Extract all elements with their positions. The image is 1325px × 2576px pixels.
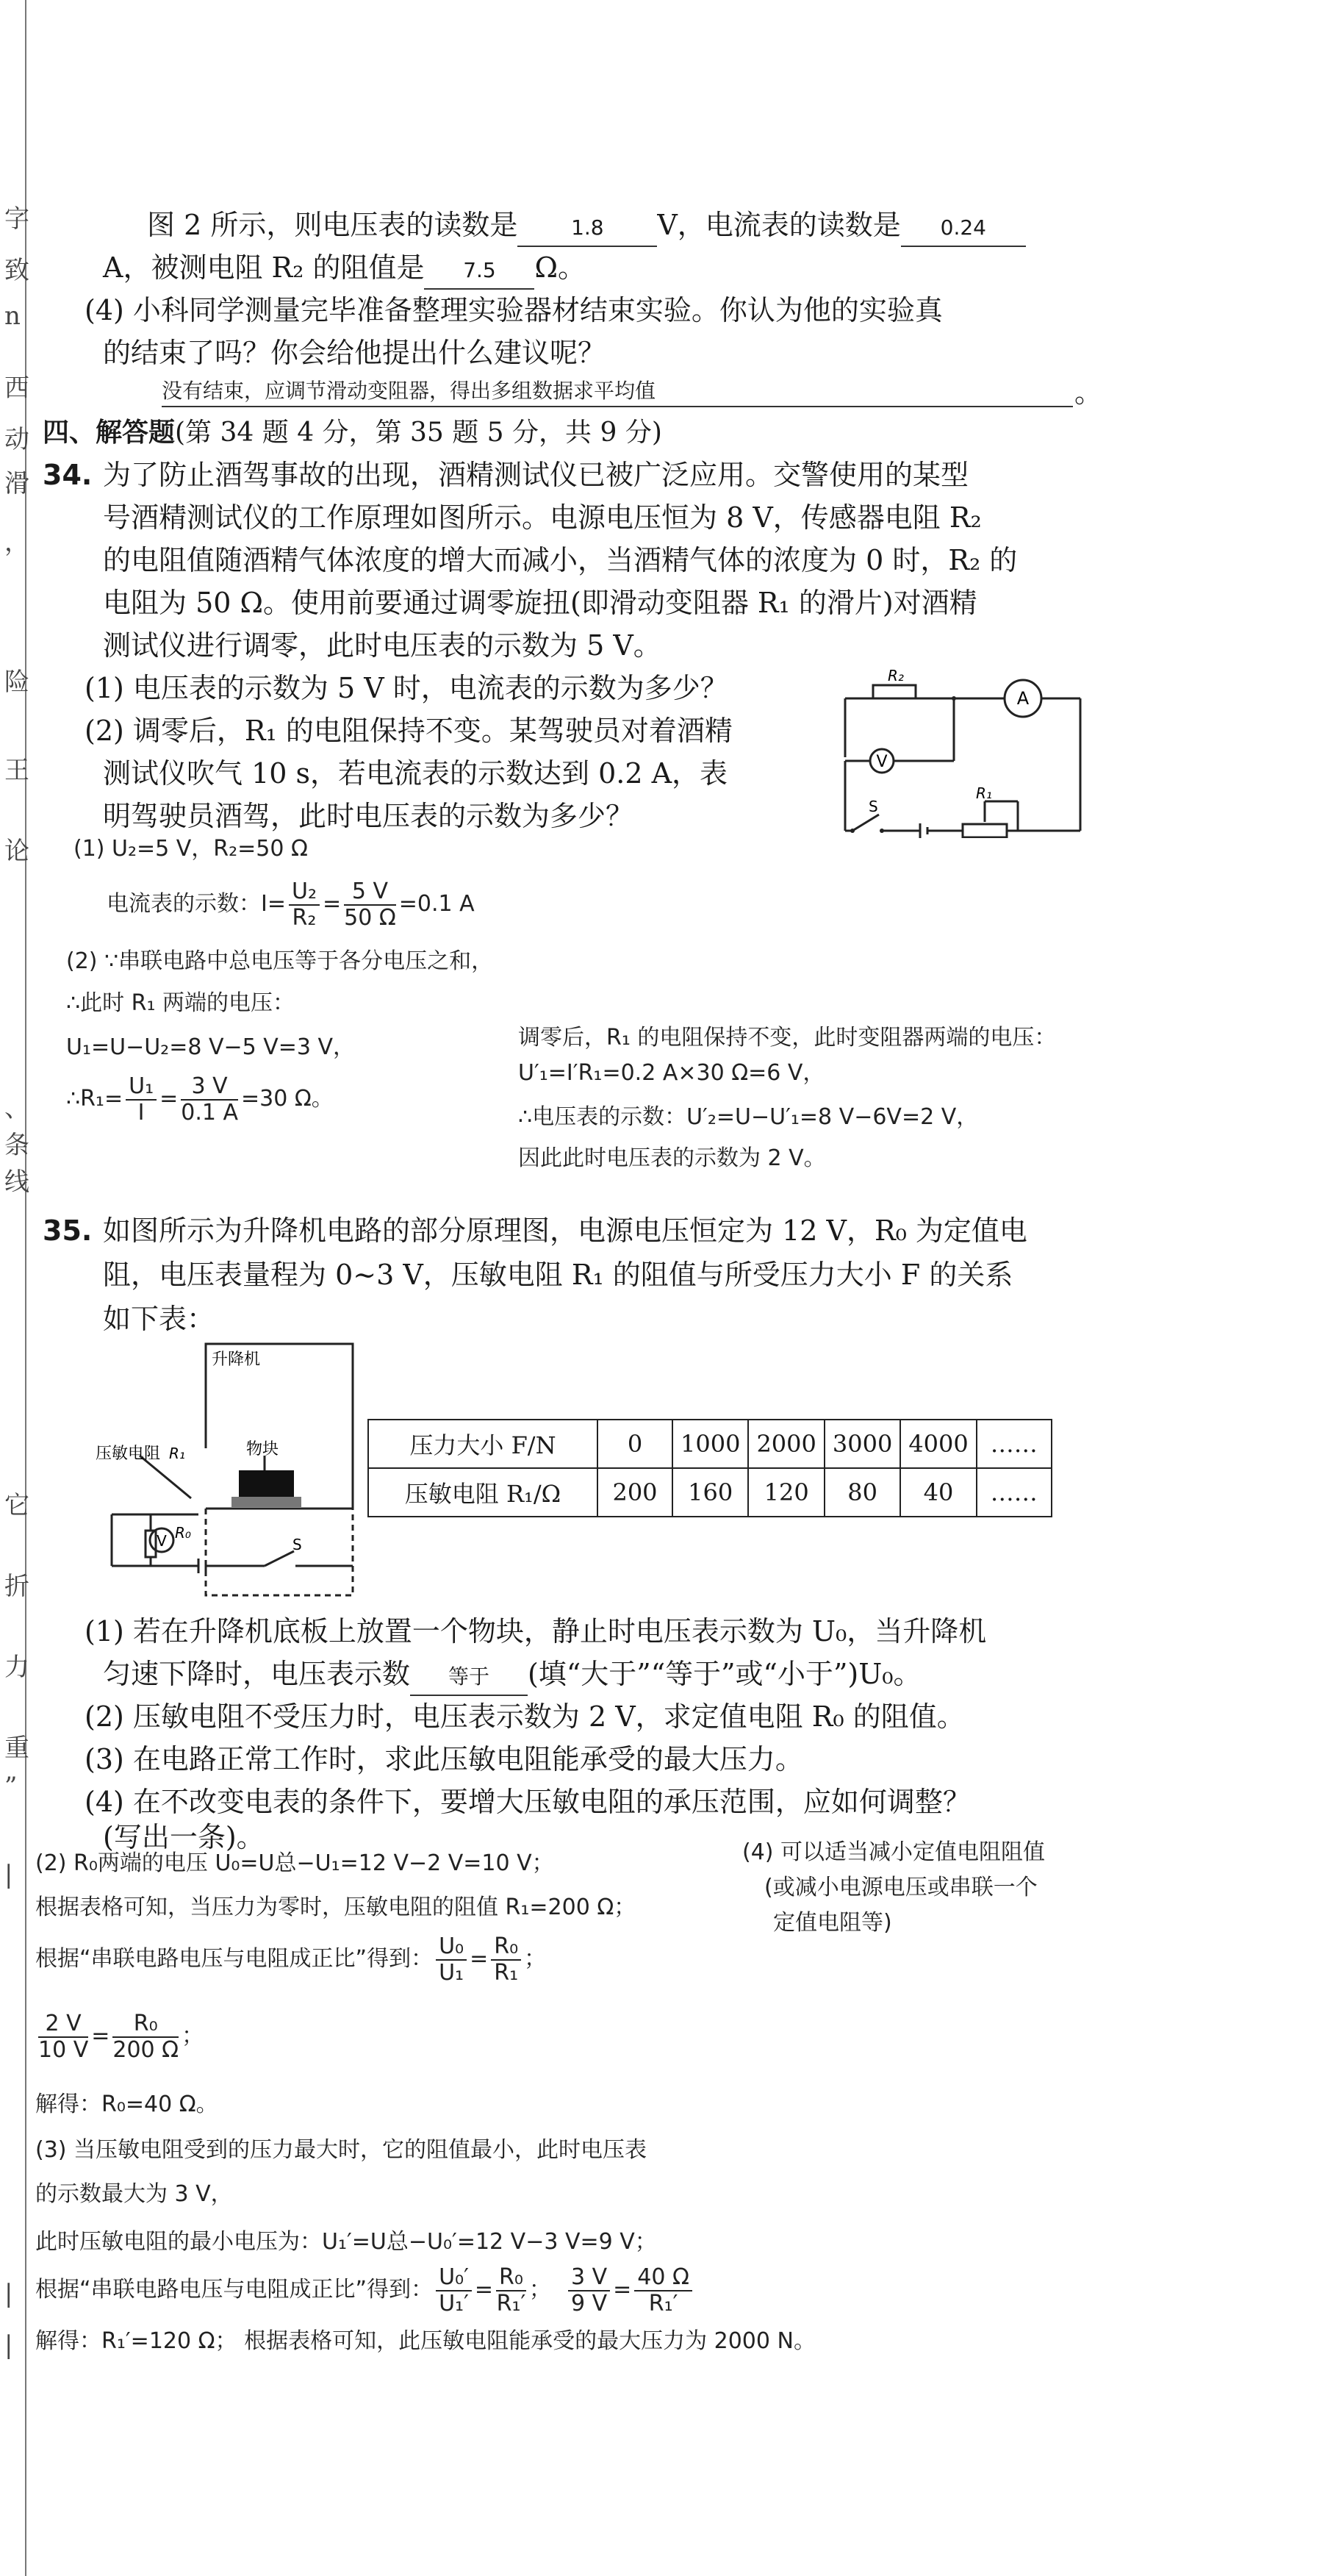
frac-den: 50 Ω bbox=[344, 904, 396, 931]
q34-stem-line: 的电阻值随酒精气体浓度的增大而减小，当酒精气体的浓度为 0 时，R₂ 的 bbox=[103, 544, 1018, 576]
q33-line1-text: 图 2 所示，则电压表的读数是 bbox=[147, 209, 518, 241]
q34-ans2-right-l2: U′₁=I′R₁=0.2 A×30 Ω=6 V， bbox=[518, 1060, 825, 1086]
table-cell: 120 bbox=[748, 1468, 824, 1517]
frac bbox=[436, 1934, 467, 1986]
r1-rheostat bbox=[963, 824, 1007, 837]
q35-sub3: (3) 在电路正常工作时，求此压敏电阻能承受的最大压力。 bbox=[85, 1743, 803, 1775]
q34-ans1-given: (1) U₂=5 V，R₂=50 Ω bbox=[73, 836, 308, 862]
current-answer: 0.24 bbox=[901, 210, 1026, 247]
elevator-base-dashed bbox=[206, 1509, 353, 1595]
margin-char: 动 bbox=[4, 425, 29, 454]
table-cell: …… bbox=[977, 1468, 1052, 1517]
margin-char: | bbox=[4, 2330, 13, 2360]
q34-stem-line: 为了防止酒驾事故的出现，酒精测试仪已被广泛应用。交警使用的某型 bbox=[103, 459, 969, 491]
voltage-answer: 1.8 bbox=[517, 210, 657, 247]
section-4-header bbox=[43, 415, 662, 451]
q33-line2-post: Ω。 bbox=[534, 251, 586, 284]
ans1-result: =0.1 A bbox=[398, 891, 475, 917]
margin-char: 条 bbox=[4, 1131, 29, 1160]
frac-den: R₁′ bbox=[648, 2290, 678, 2316]
q34-stem-line: 号酒精测试仪的工作原理如图所示。电源电压恒为 8 V，传感器电阻 R₂ bbox=[103, 501, 982, 534]
q35-ans3-l4-pre: 根据“串联电路电压与电阻成正比”得到： bbox=[35, 2277, 434, 2303]
frac-num: R₀ bbox=[496, 2265, 526, 2291]
frac-den: 200 Ω bbox=[112, 2036, 179, 2063]
q33-part4-answer: 没有结束，应调节滑动变阻器，得出多组数据求平均值 bbox=[162, 379, 656, 403]
q33-part4-period: 。 bbox=[1074, 376, 1103, 409]
frac bbox=[38, 2011, 88, 2063]
table-cell: 1000 bbox=[672, 1420, 748, 1468]
section-4-title: 四、解答题 bbox=[43, 418, 176, 448]
q33-part4-line1: (4) 小科同学测量完毕准备整理实验器材结束实验。你认为他的实验真 bbox=[85, 294, 943, 326]
q35-ans2-l2: 根据表格可知，当压力为零时，压敏电阻的阻值 R₁=200 Ω； bbox=[35, 1895, 636, 1920]
margin-char: 重 bbox=[4, 1734, 29, 1763]
ans1-frac-values bbox=[344, 879, 396, 931]
r2-resistor bbox=[873, 685, 916, 698]
resistance-answer: 7.5 bbox=[424, 253, 534, 290]
section-4-note: (第 34 题 4 分，第 35 题 5 分，共 9 分) bbox=[175, 418, 662, 448]
q35-ans3-l1: (3) 当压敏电阻受到的压力最大时，它的阻值最小，此时电压表 bbox=[35, 2137, 647, 2163]
margin-char: ” bbox=[4, 1772, 18, 1801]
voltmeter-label: V bbox=[876, 753, 888, 771]
q34-ans2-right-l3: ∴电压表的示数：U′₂=U−U′₁=8 V−6V=2 V， bbox=[518, 1104, 979, 1130]
margin-char: 滑 bbox=[4, 469, 29, 498]
q34-number: 34. bbox=[43, 459, 93, 491]
frac-num: U₀′ bbox=[436, 2265, 472, 2291]
margin-char: 王 bbox=[4, 756, 29, 785]
q34-circuit-diagram bbox=[830, 662, 1095, 838]
table-cell: …… bbox=[977, 1420, 1052, 1468]
frac bbox=[436, 2265, 472, 2316]
r1-label: R₁ bbox=[169, 1445, 185, 1462]
frac bbox=[634, 2265, 692, 2316]
frac-den: 9 V bbox=[570, 2290, 608, 2316]
q35-ans3-l2: 的示数最大为 3 V， bbox=[35, 2181, 233, 2207]
r0-label: R₀ bbox=[175, 1524, 191, 1542]
table-cell: 2000 bbox=[748, 1420, 824, 1468]
q35-elevator-diagram bbox=[96, 1338, 367, 1603]
ans2-frac-symbolic bbox=[126, 1074, 157, 1126]
q33-line1 bbox=[147, 207, 1026, 247]
q35-ans2-l4: $\frac{2 V}{10 V}$ = $\frac{\text{R₀}}{200 \Omega}$ ； bbox=[38, 2010, 204, 2063]
r1-label: R₁ bbox=[976, 784, 992, 802]
q35-sub2: (2) 压敏电阻不受压力时，电压表示数为 2 V，求定值电阻 R₀ 的阻值。 bbox=[85, 1700, 965, 1733]
block-label: 物块 bbox=[246, 1440, 279, 1459]
frac-num: 40 Ω bbox=[634, 2265, 692, 2291]
q34-ans2-right-l4: 因此此时电压表的示数为 2 V。 bbox=[518, 1145, 826, 1171]
q33-part4-answer-line bbox=[162, 376, 1073, 407]
margin-char: 线 bbox=[4, 1167, 29, 1197]
q35-ans4-l2: (或减小电源电压或串联一个 bbox=[764, 1875, 1038, 1900]
q35-ans3-l4: 根据“串联电路电压与电阻成正比”得到： $\frac{\text{U₀′}}{\text{U₁′}}$ = $\frac{\text{R₀}}{\text{R₁′}}$ ； $\frac{3 V}{9 V}$ = $\frac{40 \Omega}{\text{R₁′}}$ bbox=[35, 2261, 695, 2319]
sensor-label: 压敏电阻 bbox=[96, 1445, 161, 1463]
q35-stem-line: 如图所示为升降机电路的部分原理图，电源电压恒定为 12 V，R₀ 为定值电 bbox=[103, 1214, 1027, 1247]
margin-char: | bbox=[4, 2279, 13, 2308]
ammeter-label: A bbox=[1016, 688, 1030, 709]
margin-char: 论 bbox=[4, 837, 29, 866]
frac-den: R₁ bbox=[494, 1959, 519, 1986]
block bbox=[239, 1470, 294, 1497]
r2-label: R₂ bbox=[888, 667, 904, 684]
q34-ans2-l1: (2) ∵串联电路中总电压等于各分电压之和， bbox=[66, 948, 494, 974]
frac-den: 0.1 A bbox=[181, 1099, 239, 1126]
frac bbox=[491, 1934, 521, 1986]
switch-label: S bbox=[292, 1536, 302, 1553]
margin-char: 它 bbox=[4, 1491, 29, 1520]
q35-ans3-l5: 解得：R₁′=120 Ω； 根据表格可知，此压敏电阻能承受的最大压力为 2000 N。 bbox=[35, 2328, 816, 2354]
voltmeter-label: V bbox=[157, 1532, 167, 1550]
left-margin-gutter bbox=[0, 0, 29, 2576]
table-cell: 压力大小 F/N bbox=[368, 1420, 597, 1468]
table-cell: 160 bbox=[672, 1468, 748, 1517]
q34-stem-line: 测试仪进行调零，此时电压表的示数为 5 V。 bbox=[103, 629, 661, 662]
margin-char: 力 bbox=[4, 1653, 29, 1682]
q35-ans4-l1: (4) 可以适当减小定值电阻阻值 bbox=[742, 1839, 1046, 1865]
pressure-sensor bbox=[231, 1497, 301, 1507]
table-cell: 200 bbox=[597, 1468, 672, 1517]
ans2-frac-values bbox=[181, 1074, 238, 1126]
q35-sub4-line2: (写出一条)。 bbox=[103, 1821, 265, 1853]
frac-den: 10 V bbox=[38, 2036, 89, 2063]
margin-char: 险 bbox=[4, 668, 29, 697]
q35-stem-line: 如下表： bbox=[103, 1303, 215, 1335]
margin-char: | bbox=[4, 1860, 13, 1889]
table-cell: 4000 bbox=[900, 1420, 976, 1468]
q34-ans2-l4: ∴R₁= $\frac{\text{U₁}}{I}$ = $\frac{3 V}{0.1 A}$ =30 Ω。 bbox=[66, 1073, 334, 1126]
frac-num: 3 V bbox=[568, 2265, 610, 2291]
frac-den: U₁′ bbox=[439, 2290, 469, 2316]
ans2-prefix: ∴R₁= bbox=[66, 1086, 123, 1112]
table-cell: 压敏电阻 R₁/Ω bbox=[368, 1468, 597, 1517]
q33-line2 bbox=[103, 250, 586, 290]
q34-ans2-right-l1: 调零后，R₁ 的电阻保持不变，此时变阻器两端的电压： bbox=[518, 1025, 1057, 1051]
table-cell: 3000 bbox=[825, 1420, 900, 1468]
q35-sub1-line2-pre: 匀速下降时，电压表示数 bbox=[103, 1658, 411, 1690]
q35-sub4-line1: (4) 在不改变电表的条件下，要增大压敏电阻的承压范围，应如何调整？ bbox=[85, 1786, 971, 1818]
frac-num: 2 V bbox=[38, 2011, 88, 2038]
switch-blade bbox=[852, 815, 879, 831]
table-cell: 80 bbox=[825, 1468, 900, 1517]
q35-sub1-line2 bbox=[103, 1656, 922, 1696]
frac-den: I bbox=[137, 1099, 145, 1126]
frac-den: R₂ bbox=[292, 904, 317, 931]
pressure-resistance-table bbox=[367, 1419, 1052, 1517]
table-cell: 0 bbox=[597, 1420, 672, 1468]
q34-stem-line: 电阻为 50 Ω。使用前要通过调零旋扭(即滑动变阻器 R₁ 的滑片)对酒精 bbox=[103, 587, 977, 619]
q35-ans2-l3: 根据“串联电路电压与电阻成正比”得到： $\frac{\text{U₀}}{\text{U₁}}$ = $\frac{\text{R₀}}{\text{R₁}}$ ； bbox=[35, 1933, 547, 1986]
q35-number: 35. bbox=[43, 1214, 93, 1247]
q35-ans3-l3: 此时压敏电阻的最小电压为：U₁′=U总−U₀′=12 V−3 V=9 V； bbox=[35, 2229, 657, 2255]
q35-ans2-l1: (2) R₀两端的电压 U₀=U总−U₁=12 V−2 V=10 V； bbox=[35, 1850, 554, 1876]
switch-blade bbox=[265, 1551, 294, 1566]
frac-num: U₁ bbox=[126, 1074, 157, 1101]
frac bbox=[568, 2265, 610, 2316]
q35-ans2-l5: 解得：R₀=40 Ω。 bbox=[35, 2092, 218, 2117]
q33-part4-line2: 的结束了吗？你会给他提出什么建议呢？ bbox=[103, 337, 606, 369]
margin-char: 西 bbox=[4, 373, 29, 403]
margin-char: 、 bbox=[4, 1094, 29, 1123]
q34-ans1-current: 电流表的示数：I= $\frac{\text{U₂}}{\text{R₂}}$ = $\frac{5 V}{50 \Omega}$ =0.1 A bbox=[107, 878, 475, 931]
ans2-result: =30 Ω。 bbox=[241, 1086, 334, 1112]
table-row bbox=[368, 1468, 1052, 1517]
frac-den: R₁′ bbox=[496, 2290, 526, 2316]
q33-line1-mid: V，电流表的读数是 bbox=[657, 209, 901, 241]
frac bbox=[496, 2265, 526, 2316]
frac-num: U₀ bbox=[436, 1934, 467, 1961]
table-cell: 40 bbox=[900, 1468, 976, 1517]
q35-sub1-answer: 等于 bbox=[410, 1659, 528, 1696]
frac-num: 3 V bbox=[181, 1074, 238, 1101]
frac-num: 5 V bbox=[344, 879, 396, 906]
q35-sub1-line2-post: (填“大于”“等于”或“小于”)U₀。 bbox=[528, 1658, 922, 1690]
q34-ans2-l3: U₁=U−U₂=8 V−5 V=3 V， bbox=[66, 1034, 356, 1060]
q35-sub1-line1: (1) 若在升降机底板上放置一个物块，静止时电压表示数为 U₀，当升降机 bbox=[85, 1615, 987, 1647]
ans1-frac-symbolic bbox=[289, 879, 320, 931]
frac-num: R₀ bbox=[112, 2011, 179, 2038]
ans1-prefix: 电流表的示数：I= bbox=[107, 891, 286, 917]
frac-num: R₀ bbox=[491, 1934, 521, 1961]
table-row bbox=[368, 1420, 1052, 1468]
q34-ans2-l2: ∴此时 R₁ 两端的电压： bbox=[66, 990, 295, 1016]
q35-stem-line: 阻，电压表量程为 0~3 V，压敏电阻 R₁ 的阻值与所受压力大小 F 的关系 bbox=[103, 1259, 1013, 1291]
frac-num: U₂ bbox=[289, 879, 320, 906]
q33-line2-text: A，被测电阻 R₂ 的阻值是 bbox=[103, 251, 425, 284]
margin-char: 字 bbox=[4, 204, 29, 234]
margin-char: 致 bbox=[4, 256, 29, 285]
frac-den: U₁ bbox=[439, 1959, 464, 1986]
margin-char: n bbox=[4, 301, 21, 331]
q34-sub1: (1) 电压表的示数为 5 V 时，电流表的示数为多少？ bbox=[85, 672, 728, 704]
q34-sub2-line: 明驾驶员酒驾，此时电压表的示数为多少？ bbox=[103, 800, 634, 832]
q34-sub2-line: (2) 调零后，R₁ 的电阻保持不变。某驾驶员对着酒精 bbox=[85, 715, 733, 747]
elevator-label: 升降机 bbox=[212, 1350, 261, 1369]
margin-char: 折 bbox=[4, 1572, 29, 1601]
q35-ans2-l3-pre: 根据“串联电路电压与电阻成正比”得到： bbox=[35, 1946, 434, 1972]
q35-ans4-l3: 定值电阻等) bbox=[773, 1910, 892, 1936]
q34-sub2-line: 测试仪吹气 10 s，若电流表的示数达到 0.2 A，表 bbox=[103, 757, 728, 790]
frac bbox=[112, 2011, 179, 2063]
margin-char: ， bbox=[4, 528, 29, 557]
switch-label: S bbox=[869, 798, 878, 815]
